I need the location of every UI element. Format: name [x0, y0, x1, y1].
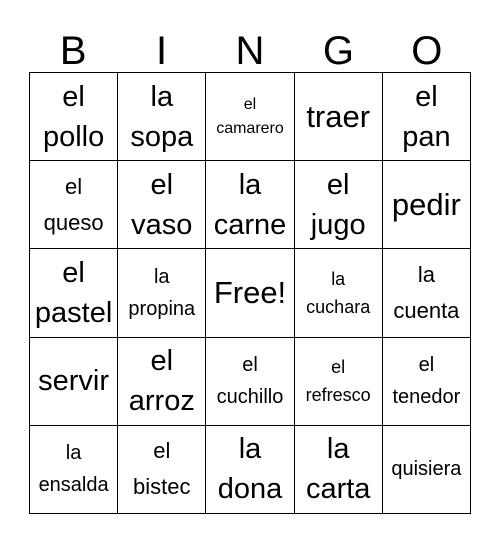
bingo-cell	[383, 249, 471, 337]
bingo-card-grid	[29, 72, 471, 514]
bingo-cell-text: el vaso	[131, 168, 193, 241]
bingo-cell	[30, 161, 118, 249]
bingo-cell	[118, 338, 206, 426]
bingo-cell	[295, 426, 383, 514]
bingo-cell-text: la cuenta	[393, 261, 460, 323]
bingo-cell	[295, 338, 383, 426]
bingo-cell	[383, 161, 471, 249]
bingo-cell-text: la carta	[305, 433, 371, 506]
bingo-cell-text: la dona	[217, 433, 283, 506]
bingo-cell	[118, 73, 206, 161]
bingo-cell	[118, 161, 206, 249]
bingo-cell-text: el jugo	[310, 168, 366, 241]
free-space-cell	[206, 249, 294, 337]
bingo-cell	[383, 73, 471, 161]
bingo-header	[29, 30, 471, 72]
free-space-text: Free!	[213, 275, 287, 311]
bingo-cell	[383, 338, 471, 426]
bingo-cell	[118, 426, 206, 514]
header-letter-b: B	[59, 29, 87, 73]
bingo-cell	[383, 426, 471, 514]
bingo-cell-text: quisiera	[391, 458, 462, 481]
header-letter-o: O	[411, 29, 443, 73]
bingo-cell	[206, 426, 294, 514]
bingo-cell-text: la cuchara	[306, 268, 371, 317]
bingo-cell-text: el cuchillo	[216, 354, 284, 409]
bingo-cell	[295, 73, 383, 161]
header-letter-g: G	[322, 29, 354, 73]
bingo-cell	[30, 426, 118, 514]
bingo-cell	[295, 249, 383, 337]
bingo-cell-text: pedir	[391, 187, 461, 223]
bingo-cell-text: el queso	[43, 173, 104, 235]
bingo-cell-text: el tenedor	[392, 354, 461, 409]
bingo-cell-text: el pan	[402, 80, 451, 153]
bingo-cell	[295, 161, 383, 249]
bingo-cell-text: el refresco	[305, 357, 371, 406]
bingo-cell	[30, 249, 118, 337]
bingo-cell-text: el arroz	[128, 345, 195, 418]
bingo-cell-text: traer	[306, 99, 371, 135]
bingo-cell-text: la propina	[128, 265, 196, 320]
bingo-cell	[30, 338, 118, 426]
bingo-cell-text: el camarero	[216, 95, 284, 137]
bingo-cell	[206, 73, 294, 161]
bingo-cell	[206, 161, 294, 249]
bingo-cell	[206, 338, 294, 426]
bingo-cell-text: el pastel	[34, 256, 113, 329]
bingo-cell-text: el bistec	[133, 438, 191, 500]
bingo-cell-text: la ensalda	[38, 442, 109, 497]
header-letter-i: I	[156, 29, 168, 73]
header-letter-n: N	[235, 29, 265, 73]
bingo-cell	[118, 249, 206, 337]
bingo-cell-text: servir	[38, 365, 110, 398]
bingo-cell-text: el pollo	[42, 80, 105, 153]
bingo-cell-text: la carne	[213, 168, 287, 241]
bingo-cell	[30, 73, 118, 161]
bingo-cell-text: la sopa	[130, 80, 194, 153]
